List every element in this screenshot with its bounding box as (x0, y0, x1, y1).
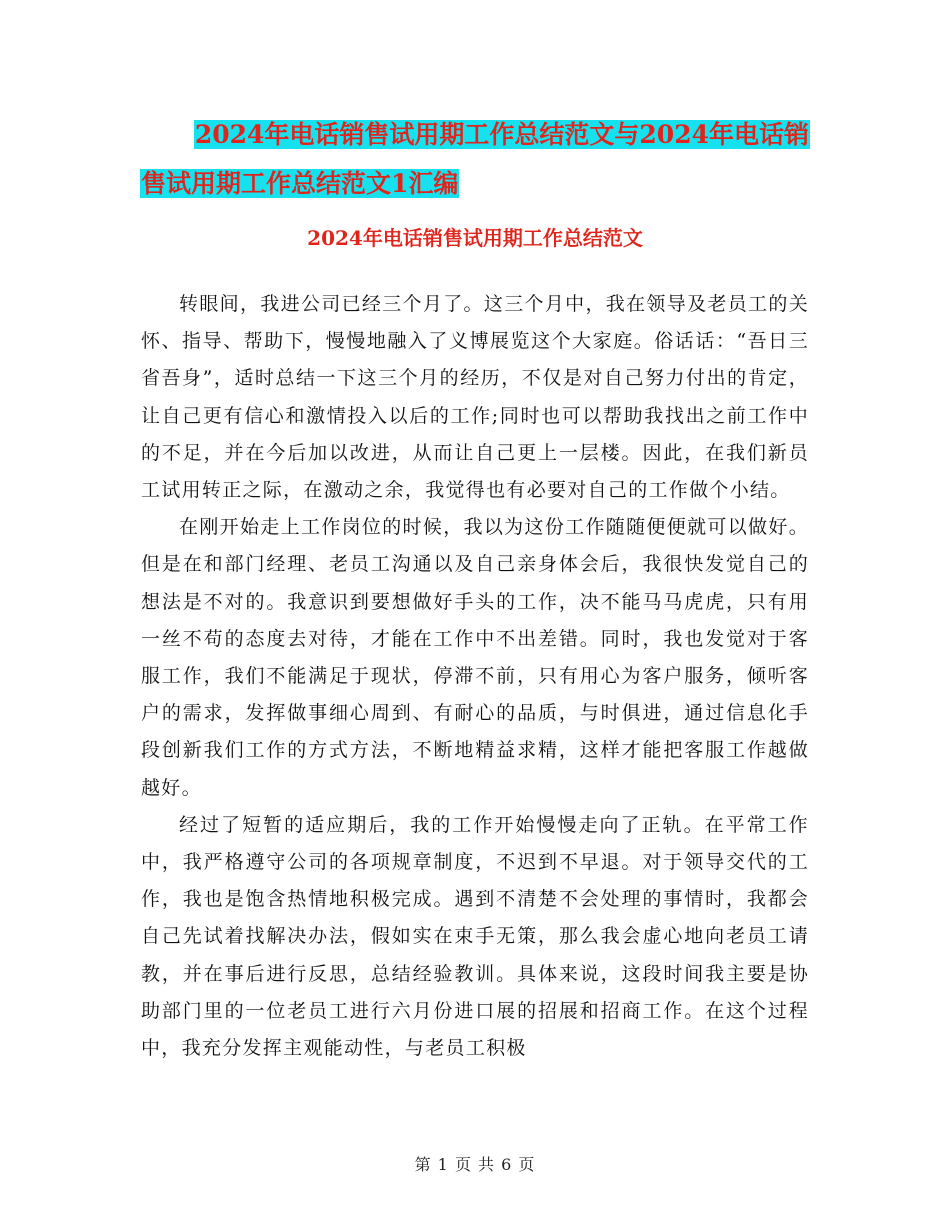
document-title (140, 110, 810, 208)
paragraph-2: 在刚开始走上工作岗位的时候，我以为这份工作随随便便就可以做好。但是在和部门经理、老员工沟通以及自己亲身体会后，我很快发觉自己的想法是不对的。我意识到要想做好手头的工作，决不能马马虎虎，只有用一丝不苟的态度去对待，才能在工作中不出差错。同时，我也发觉对于客服工作，我们不能满足于现状，停滞不前，只有用心为客户服务，倾听客户的需求，发挥做事细心周到、有耐心的品质，与时俱进，通过信息化手段创新我们工作的方式方法，不断地精益求精，这样才能把客服工作越做越好。 (141, 516, 809, 799)
page-footer (0, 1152, 950, 1175)
paragraph-1: 转眼间，我进公司已经三个月了。这三个月中，我在领导及老员工的关怀、指导、帮助下，慢慢地融入了义博展览这个大家庭。俗话话：“吾日三省吾身”，适时总结一下这三个月的经历，不仅是对自己努力付出的肯定，让自己更有信心和激情投入以后的工作;同时也可以帮助我找出之前工作中的不足，并在今后加以改进，从而让自己更上一层楼。因此，在我们新员工试用转正之际，在激动之余，我觉得也有必要对自己的工作做个小结。 (141, 293, 809, 502)
document-title-line-2 (140, 159, 810, 208)
section-title: 2024年电话销售试用期工作总结范文 (307, 226, 643, 250)
paragraph-3: 经过了短暂的适应期后，我的工作开始慢慢走向了正轨。在平常工作中，我严格遵守公司的各项规章制度，不迟到不早退。对于领导交代的工作，我也是饱含热情地积极完成。遇到不清楚不会处理的事情时，我都会自己先试着找解决办法，假如实在束手无策，那么我会虚心地向老员工请教，并在事后进行反思，总结经验教训。具体来说，这段时间我主要是协助部门里的一位老员工进行六月份进口展的招展和招商工作。在这个过程中，我充分发挥主观能动性，与老员工积极 (141, 813, 809, 1060)
title-highlight-1: 2024年电话销售试用期工作总结范文与2024年电话销 (194, 120, 809, 149)
page-number-label: 第 1 页 共 6 页 (414, 1155, 536, 1174)
document-title-line-1 (140, 110, 810, 159)
document-body (141, 286, 809, 1067)
title-highlight-2: 售试用期工作总结范文1汇编 (141, 169, 459, 198)
